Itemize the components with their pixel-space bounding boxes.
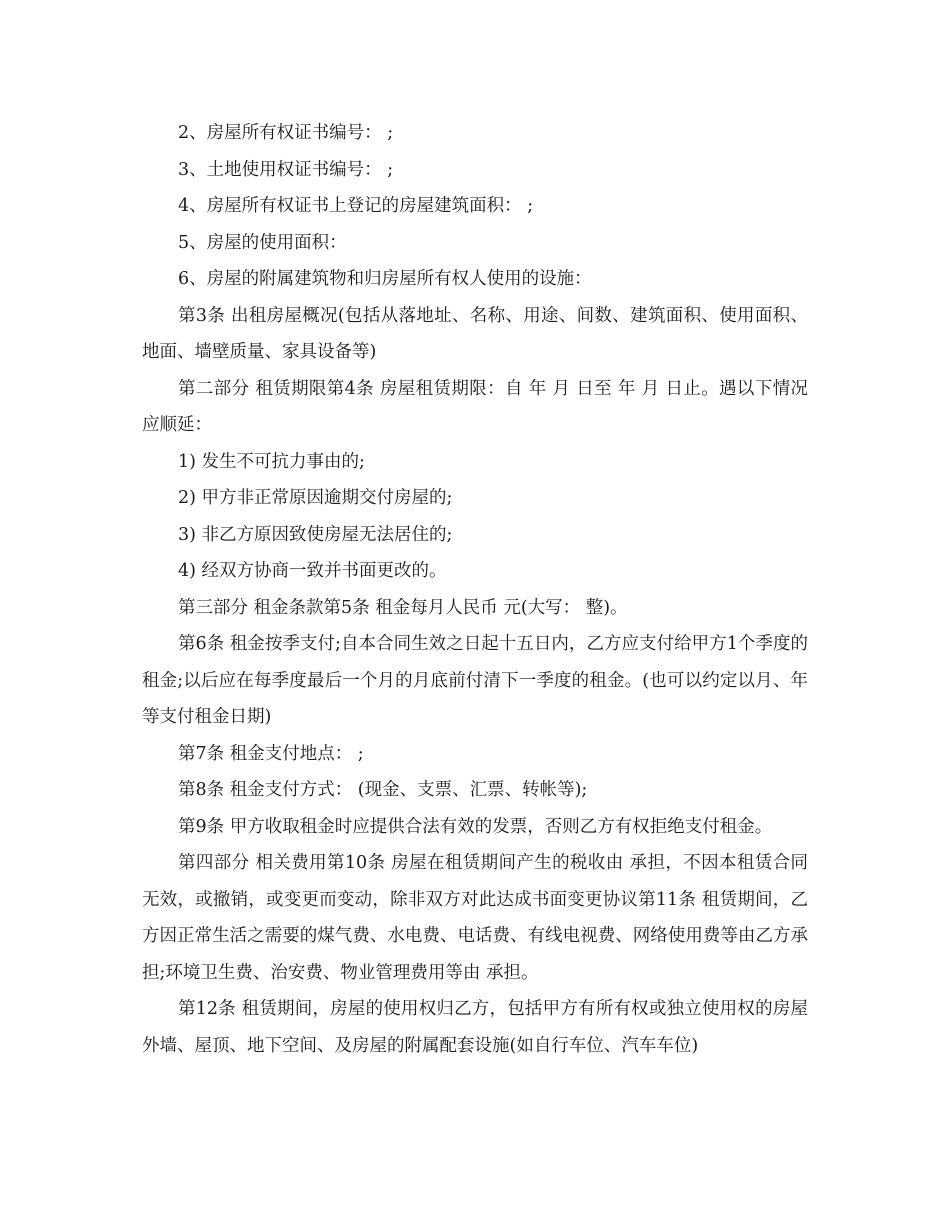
- paragraph-article-6: 第6条 租金按季支付;自本合同生效之日起十五日内，乙方应支付给甲方1个季度的租金;以后应在每季度最后一个月的月底前付清下一季度的租金。(也可以约定以月、年等支付租金日期): [142, 634, 808, 727]
- paragraph-cert-number: 2、房屋所有权证书编号： ;: [178, 123, 394, 143]
- paragraph-article-10-11: 第四部分 相关费用第10条 房屋在租赁期间产生的税收由 承担，不因本租赁合同无效，或撤销，或变更而变动，除非双方对此达成书面变更协议第11条 租赁期间，乙方因正常生活之需要的煤气费、水电费、电话费、有线电视费、网络使用费等由乙方承担;环境卫生费、治安费、物业管理费用等由 承担。: [142, 853, 808, 983]
- paragraph-building-area: 4、房屋所有权证书上登记的房屋建筑面积： ;: [178, 196, 534, 216]
- document-body: [142, 115, 808, 1064]
- paragraph-article-3: 第3条 出租房屋概况(包括从落地址、名称、用途、间数、建筑面积、使用面积、地面、墙壁质量、家具设备等): [142, 305, 808, 362]
- paragraph-article-7: 第7条 租金支付地点： ;: [178, 743, 364, 764]
- paragraph-usable-area: 5、房屋的使用面积：: [178, 232, 347, 253]
- list-item-2: 2) 甲方非正常原因逾期交付房屋的;: [178, 488, 453, 508]
- paragraph-article-9: 第9条 甲方收取租金时应提供合法有效的发票，否则乙方有权拒绝支付租金。: [178, 816, 773, 837]
- paragraph-article-4: 第二部分 租赁期限第4条 房屋租赁期限：自 年 月 日至 年 月 日止。遇以下情况应顺延：: [142, 378, 808, 435]
- paragraph-facilities: 6、房屋的附属建筑物和归房屋所有权人使用的设施：: [178, 269, 592, 289]
- list-item-1: 1) 发生不可抗力事由的;: [178, 451, 365, 472]
- paragraph-land-cert-number: 3、土地使用权证书编号： ;: [178, 159, 394, 180]
- paragraph-article-12: 第12条 租赁期间，房屋的使用权归乙方，包括甲方有所有权或独立使用权的房屋外墙、屋顶、地下空间、及房屋的附属配套设施(如自行车位、汽车车位): [142, 999, 808, 1056]
- paragraph-article-5: 第三部分 租金条款第5条 租金每月人民币 元(大写： 整)。: [178, 597, 628, 618]
- paragraph-article-8: 第8条 租金支付方式： (现金、支票、汇票、转帐等);: [178, 780, 588, 800]
- list-item-3: 3) 非乙方原因致使房屋无法居住的;: [178, 524, 453, 545]
- list-item-4: 4) 经双方协商一致并书面更改的。: [178, 561, 447, 581]
